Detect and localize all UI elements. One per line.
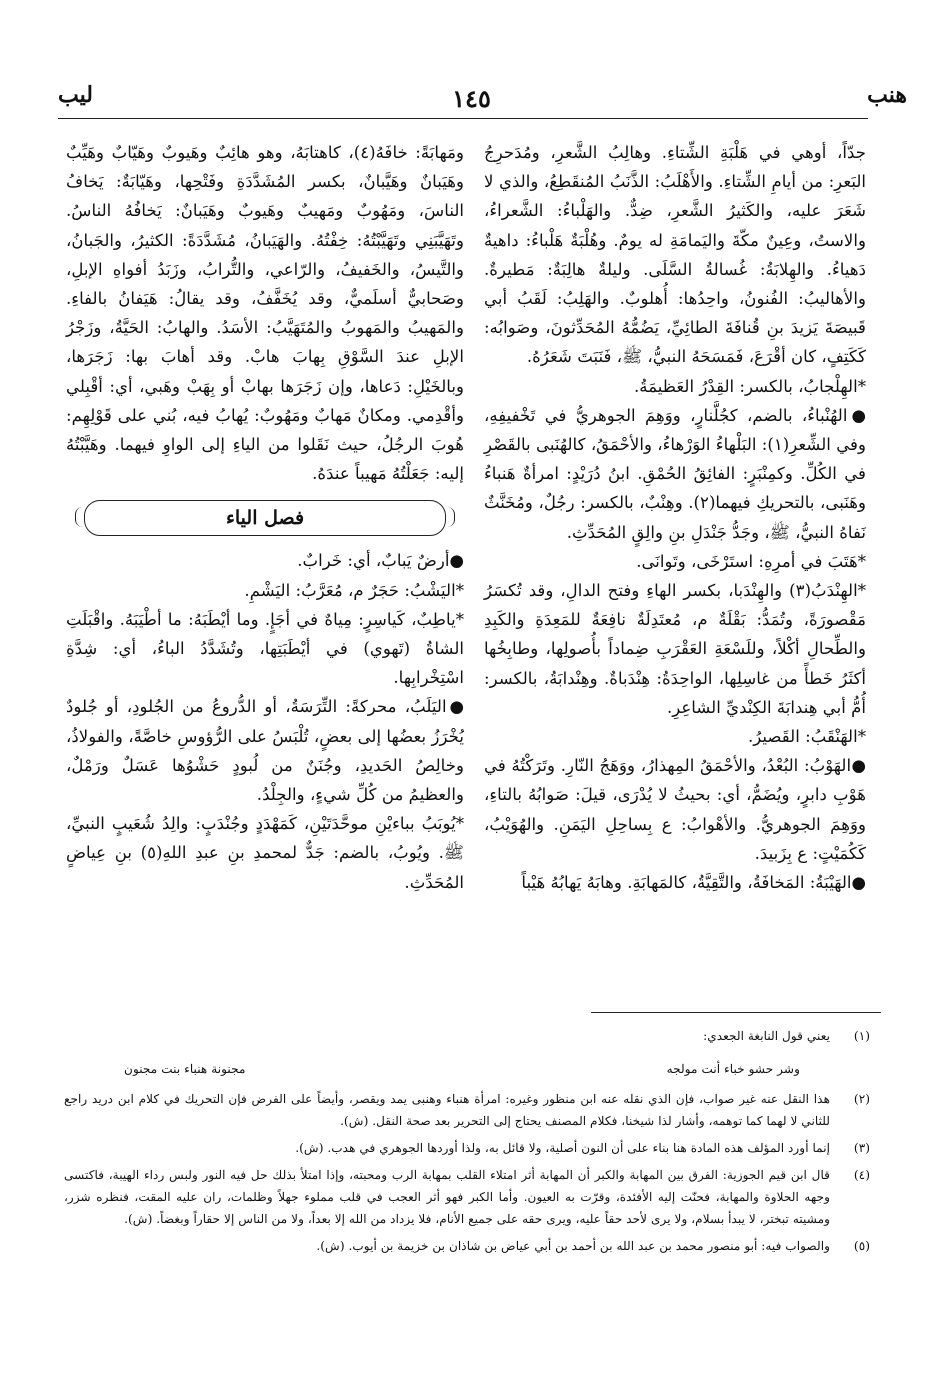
entry-paragraph: ●أرضٌ يَبابٌ، أي: خَرابٌ. [297, 551, 464, 571]
entry-paragraph: *ياطِبٌ، كَياسِرٍ: مِياهٌ في أجَإٍ. وما أيْطَبَهُ: ما أطْيَبَهُ. واقْبَلَتِ الشاةُ (تَهوي) في أيْطَبَتِها، وتُشَدَّدُ الباءُ، أي: شِدَّةِ اسْتِخْرابِها. [66, 609, 464, 688]
footnote-rule [591, 1012, 881, 1013]
verse-first-hemistich: وشر حشو خباء أنت مولجه [666, 1062, 800, 1076]
verse [64, 1052, 870, 1088]
entry-paragraph: *هَتَبَ في أمرِهِ: استَرْخَى، وتَوانَى. [636, 551, 866, 571]
footnote-number: (٤) [853, 1168, 870, 1182]
header-root-right: هنب [867, 82, 907, 108]
footnote-number: (١) [853, 1029, 870, 1043]
header-root-left: ليب [58, 82, 93, 108]
footnote-text: هذا النقل عنه غير صواب، فإن الذي نقله عنه ابن منظور وغيره: امرأة هنباء وهنبى يمد ويقصر، وأيضاً على الفرض فإن التحريك في كلام ابن دريد راجع للثاني لا لهما كما توهمه، وأشار لذا شيخنا، فكلام المصنف يحتاج إلى التحرير بعد صحة النقل. (ش). [64, 1092, 830, 1128]
header-rule [58, 118, 868, 119]
entry-paragraph: جدّاً، أوهي في هَلْبَةِ الشِّتاءِ. وهالِبُ الشَّعرِ، ومُدَحرِجُ البَعرِ: من أيامِ الشِّتاءِ. والأَهْلَبُ: الذَّنَبُ المُنقَطِعُ، والذي لا شَعَرَ عليه، والكَثيرُ الشَّعرِ، ضِدٌّ. والهَلْباءُ: الشَّعراءُ، والاستُ، وعِينٌ مكّةَ واليَمامَةِ له يومٌ. وهُلْبَةٌ هَلْباءُ: داهيةٌ دَهياءُ. والهِلابَةُ: غُسالةُ السَّلَى. وليلةٌ هالِبَةٌ: مَطيرةٌ. والأهاليبُ: الفُنونُ، واحِدُها: أُهلوبٌ. والهَلِبُ: لَقَبُ أبي قَبيصَةَ يَزيدَ بنِ قُنافَةَ الطائِيِّ، يَضُمُّهُ المُحَدِّثونَ، وصَوابُه: كَكَتِفٍ، كان أقْرَعَ، فَمَسَحَهُ النبيُّ، ﷺ، فَنَبَتَ شَعَرُهُ. [484, 143, 866, 367]
footnote-text: إنما أورد المؤلف هذه المادة هنا بناء على أن النون أصلية، ولا قائل به، ولذا أوردها الجوهري في هدب. (ش). [295, 1141, 830, 1155]
footnote-text: قال ابن قيم الجوزية: الفرق بين المهابة والكبر أن المهابة أثر امتلاء القلب بمهابة الرب ومحبته، وإذا امتلأ بذلك حل فيه النور ولبس رداء الهيبة، فاكتسى وجهه الحلاوة والمهابة، فحنّت إليه الأفئدة، وقرّت به العيون. وأما الكبر فهو أثر العجب في قلب مملوء جهلاً وظلمات، ران عليه المقت، فنظره شزر، ومشيته تبختر، لا يبدأ بسلام، ولا يرى لأحد حقاً عليه، ويرى حقه على جميع الأنام، فلا يزداد من الله إلا بعداً، ولا من الناس إلا حقاراً وبغضاً. (ش). [64, 1168, 830, 1226]
entry-paragraph: *الهِلْجابُ، بالكسر: القِدْرُ العَظيمَةُ. [634, 376, 866, 396]
footnote-text: والصواب فيه: أبو منصور محمد بن عبد الله بن أحمد بن أبي عياض بن شاذان بن خزيمة بن أيوب. (ش). [316, 1239, 830, 1253]
right-column [484, 138, 866, 897]
footnote [64, 1025, 870, 1047]
entry-paragraph: ●الهَيْبَةُ: المَخافَةُ، والتَّقِيَّةُ، كالمَهابَةِ. وهابَهُ يَهابُهُ هَيْباً [521, 873, 866, 893]
entry-paragraph: *الهَنْقَبُ: القَصيرُ. [747, 727, 866, 747]
entry-paragraph: ●الهُنْباءُ، بالضم، كجُلَّنارٍ، ووَهِمَ الجوهريُّ في تَخْفيفِهِ، وفي الشِّعرِ(١): البَلْهاءُ الوَرْهاءُ، والأحْمَقُ، كالهُنَبى بالقَصْرِ في الكُلِّ. وكمِنْبَرٍ: الفائِقُ الحُمْقِ. ابنُ دُرَيْدٍ: امرأةٌ هَنباءُ وهَنَبى، بالتحريكِ فيهما(٢). وهِنْبٌ، بالكسر: رجُلٌ، ومُخَنَّثٌ نَفاهُ النبيُّ، ﷺ، وجَدُّ جَنْدَلِ بنِ والِقٍ المُحَدِّثِ. [484, 405, 866, 542]
entry-paragraph: ومَهابَةً: خافَهُ(٤)، كاهتابَهُ، وهو هائِبٌ وهَيوبٌ وهَيّابٌ وهَيِّبٌ وهَيَبانٌ وهَيَّبانٌ، بكسر المُشَدَّدَةِ وفَتْحِها، وهَيّابَةٌ: يَخافُ الناسَ، ومَهُوبٌ ومَهيبٌ وهَيوبٌ وهَيَبانٌ: يَخافُهُ الناسُ. وتَهَيَّبَنِي وتَهَيَّبْتُهُ: خِفْتُهُ. والهَيَبانُ، مُشَدَّدَةً: الكثيرُ، والجَبانُ، والتَّيسُ، والخَفيفُ، والرّاعي، والتُّرابُ، وزَبَدُ أفواهِ الإبلِ، وصَحابيٌّ أسلَميٌّ، وقد يُخَفَّفُ، وقد يقالُ: هَيَفانُ بالفاءِ. والمَهيبُ والمَهوبُ والمُتَهَيَّبُ: الأسَدُ. والهابُ: الحَيَّةُ، وزَجْرُ الإبلِ عندَ السَّوْقِ بِهابَ هابْ. وقد أهابَ بها: زَجَرَها، وبالخَيْلِ: دَعاها، وإن زَجَرَها بهابْ أو بِهَبْ وهَبي، أي: أقْبِلي وأقْدِمي. ومكانٌ مَهابٌ ومَهُوبٌ: يُهابُ فيه، بُني على قَوْلِهِم: هُوبَ الرجُلُ، حيث نَقَلوا من الياءِ إلى الواوِ فيهما. وهَيَّبْتُهُ إليه: جَعَلْتُهُ مَهيباً عندَهُ. [66, 143, 465, 484]
footnote [64, 1137, 870, 1159]
verse-second-hemistich: مجنونة هنباء بنت مجنون [124, 1062, 246, 1076]
footnote [64, 1088, 870, 1132]
footnote-number: (٢) [853, 1092, 870, 1106]
entry-paragraph: ●الهَوْبُ: البُعْدُ، والأحْمَقُ المِهذارُ، ووَهَجُ النّارِ. وتَرَكْتُهُ في هَوْبِ دابرٍ، ويُضَمُّ، أي: بحيثُ لا يُدْرَى، قيلَ: صَوابُهُ بالتاءِ، ووَهِمَ الجوهريُّ. والأهْوابُ: ع بِساحِلِ اليَمَنِ. والهُوَيْبُ، كَكُمَيْتٍ: ع بِزَبيدَ. [484, 756, 866, 863]
entry-paragraph: ●اليَلَبُ، محركةً: التِّرَسَةُ، أو الدُّروعُ من الجُلودِ، أو جُلودٌ يُخْرَزُ بعضُها إلى بعضٍ، تُلْبَسُ على الرُّؤوسِ خاصَّةً، والفولاذُ، وخالِصُ الحَديدِ، وجُنَنٌ من لُبودٍ حَشْوُها عَسَلٌ ورَمْلٌ، والعظيمُ من كُلِّ شيءٍ، والجِلْدُ. [66, 697, 464, 805]
left-column [66, 138, 464, 897]
entry-paragraph: *الهِنْدَبُ(٣) والهِنْدَبا، بكسر الهاءِ وفتح الدالِ، وقد تُكسَرُ مَقْصورَةً، وتُمَدُّ: بَقْلَةٌ م، مُعتَدِلَةٌ نافِعَةٌ للمَعِدَةِ والكَبِدِ والطِّحالِ أكْلاً، وللَسْعَةِ العَقْرَبِ ضِماداً بأُصولِها، وطابِخُها أكثَرُ خَطأً من غاسِلِها، الواحِدَةُ: هِنْدَباةٌ. وهِنْدابَةُ، بالكسر: أُمُّ أبي هِندابَةَ الكِنْديِّ الشاعِرِ. [484, 581, 866, 717]
footnote [64, 1235, 870, 1257]
footnote-text: يعني قول النابغة الجعدي: [703, 1029, 830, 1043]
page-number: ١٤٥ [452, 84, 491, 113]
section-heading: فصل الياء [84, 500, 446, 536]
footnotes [64, 1025, 870, 1262]
footnote [64, 1164, 870, 1230]
entry-paragraph: *اليَشْبُ: حَجَرٌ م، مُعَرَّبُ: اليَشْمِ. [244, 580, 464, 600]
footnote-number: (٥) [853, 1239, 870, 1253]
entry-paragraph: *يُوبَبُ بباءيْنِ موحَّدَتَيْنِ، كَمَهْدَدٍ وجُنْدَبٍ: والِدُ شُعَيبٍ النبيِّ، ﷺ. ويُوبُ، بالضم: جَدٌّ لمحمدِ بنِ عبدِ اللهِ(٥) بنِ عِياضٍ المُحَدِّثِ. [66, 814, 464, 892]
footnote-number: (٣) [853, 1141, 870, 1155]
